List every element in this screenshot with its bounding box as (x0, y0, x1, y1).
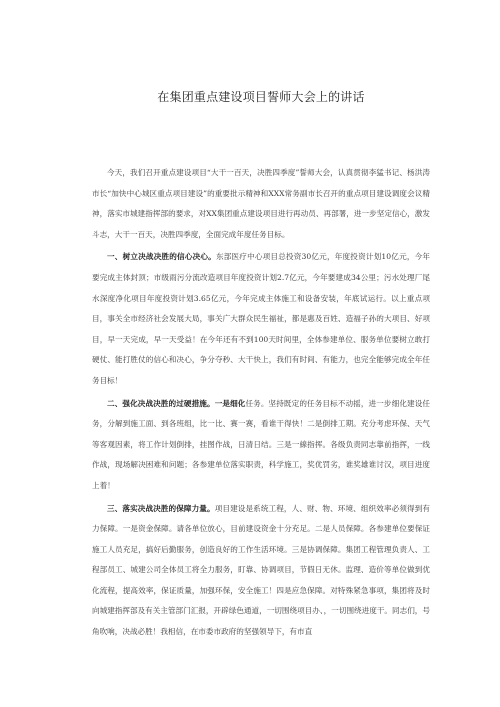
paragraph-intro (92, 163, 430, 245)
paragraph-section-2 (92, 394, 430, 497)
section-heading: 一、树立决战决胜的信心决心。 (107, 252, 216, 262)
paragraph-section-1 (92, 247, 430, 391)
document-title: 在集团重点建设项目誓师大会上的讲话 (157, 90, 365, 104)
section-heading: 三、落实决战决胜的保障力量。 (107, 503, 215, 513)
paragraph-text: 任务。坚持既定的任务目标不动摇，进一步细化建设任务，分解到施工面、到各班组，比一比、赛一赛，看谁干得快！二是倒排工期。充分考虑环保、天气等客观因素，将工作计划倒排，挂图作战，日清日结。三是一線指挥。各级负责同志靠前指挥，一线作战，现场解决困难和问题；各参建单位落实职责，科学施工，奖优罚劣，谁奖雄谁讨汉，项目进度上着！ (92, 398, 430, 490)
paragraph-section-3 (92, 499, 430, 643)
paragraph-text: 今天，我们召开重点建设项目“大干一百天，决胜四季度”誓师大会，认真贯彻李猛书记、杨洪涛市长“加快中心城区重点项目建设”的重要批示精神和XXX常务副市长召开的重点项目建设调度会议精神，落实市城建指挥部的要求，对XX集团重点建设项目进行再动员、再部署，进一步坚定信心，激发斗志，大干一百天，决胜四季度，全面完成年度任务目标。 (92, 168, 430, 239)
paragraph-text: 项目建设是系统工程，人、财、物、环境、组织效率必须得到有力保障。一是资金保障。请各单位放心，目前建设资金十分充足。二是人员保障。各参建单位要保证施工人员充足，搞好后勤服务，创造良好的工作生活环境。三是协调保障。集团工程管理负责人、工程部员工、城建公司全体员工将全力服务，盯靠、协调项目，节假日无休。监理、造价等单位做到优化流程，提高效率，保证质量，加强环保，安全施工！四是应急保障。对特殊紧急事项，集团将及时向城建指挥部及有关主管部门汇报，开辟绿色通道，一切围绕项目办、，一切围绕进度干。同志们，号角吹响，决战必胜！我相信，在市委市政府的坚强领导下，有市直 (92, 503, 431, 637)
paragraph-text: 东部医疗中心项目总投资30亿元，年度投资计划10亿元，今年要完成主体封顶；市级雨污分流改造项目年度投资计划2.7亿元，今年要建成34公里；污水处理厂尾水深度净化项目年度投资计划3.65亿元，今年完成主体施工和设备安装，年底试运行。以上重点项目，事关全市经济社会发展大局，事关广大群众民生福祉，都是惠及百姓、造福子孙的大项目、好项目，早一天完成，早一天受益！在今年还有不到100天时间里，全体参建单位、服务单位要树立敢打硬仗、能打胜仗的信心和决心，争分夺秒、大干快上，我们有时间、有能力，也完全能够完成全年任务目标！ (92, 252, 431, 385)
section-heading: 二、强化决战决胜的过硬措施。一是细化 (107, 398, 246, 408)
